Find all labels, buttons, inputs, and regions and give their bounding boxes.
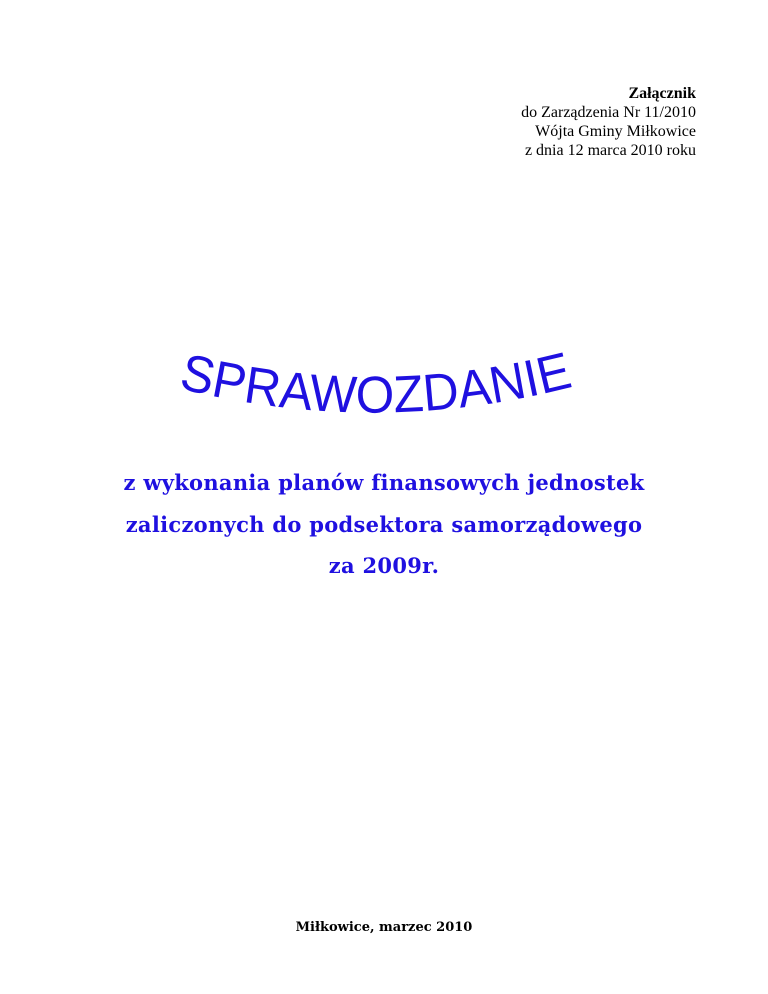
report-title bbox=[175, 341, 579, 425]
report-title-text: SPRAWOZDANIE bbox=[175, 341, 579, 425]
subtitle-line-1: z wykonania planów finansowych jednostek bbox=[123, 470, 645, 495]
attachment-block bbox=[521, 84, 696, 160]
subtitle-line-2: zaliczonych do podsektora samorządowego bbox=[125, 512, 643, 537]
footer-place-date: Miłkowice, marzec 2010 bbox=[295, 920, 473, 935]
attachment-title: Załącznik bbox=[628, 85, 696, 102]
attachment-line-authority: Wójta Gminy Miłkowice bbox=[535, 123, 696, 140]
attachment-line-date: z dnia 12 marca 2010 roku bbox=[524, 142, 696, 159]
report-title-wordart bbox=[0, 330, 768, 450]
attachment-line-decree: do Zarządzenia Nr 11/2010 bbox=[521, 104, 696, 121]
subtitle-line-3: za 2009r. bbox=[328, 553, 440, 578]
